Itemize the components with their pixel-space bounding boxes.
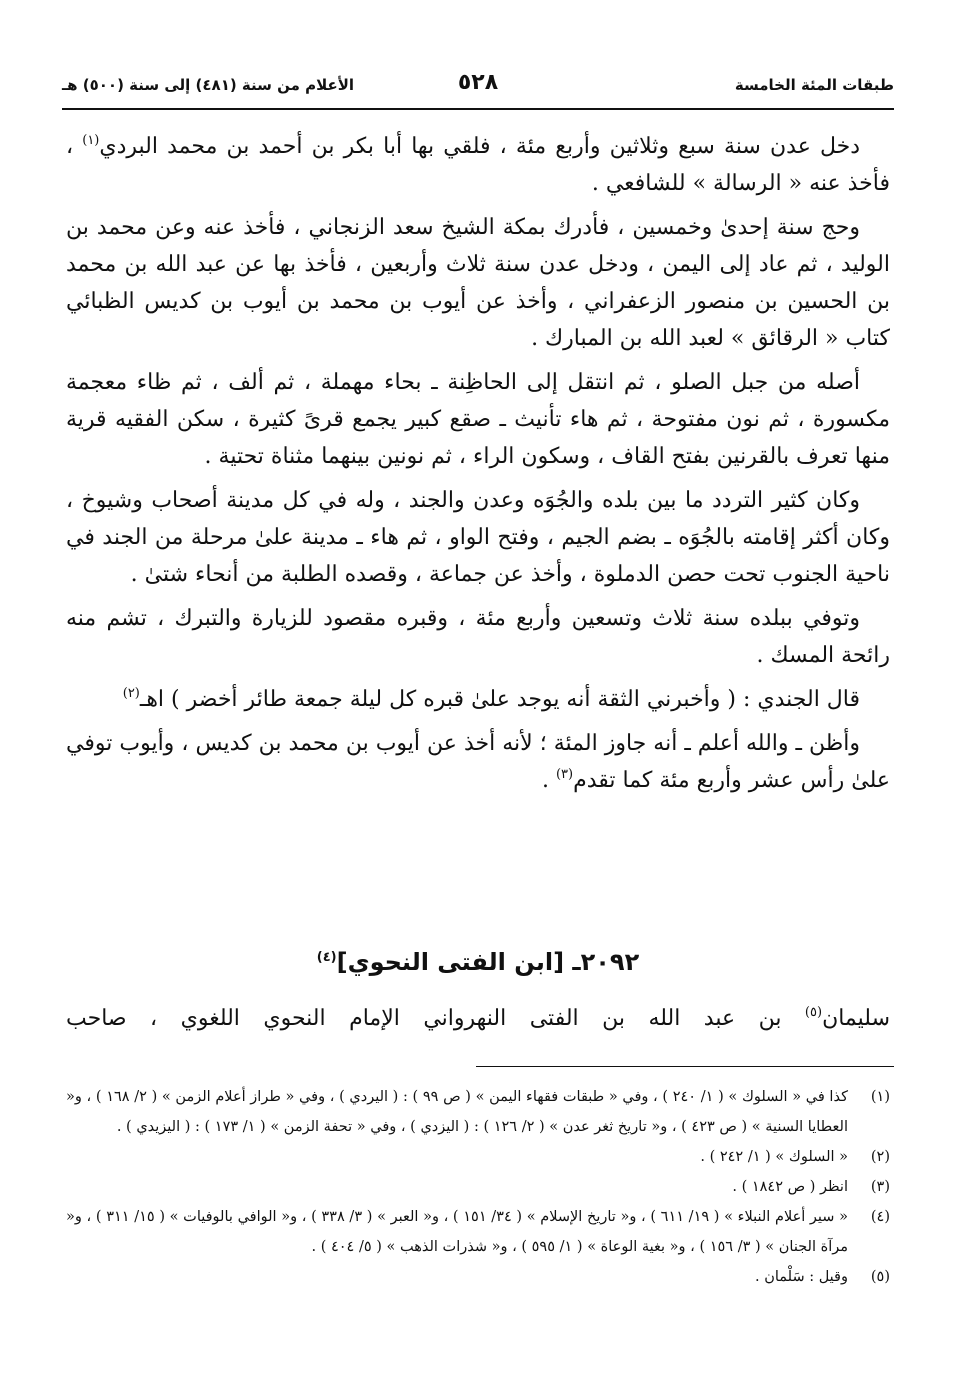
footnote-text: « سير أعلام النبلاء » ( ١٩/ ٦١١ ) ، و« تاريخ الإسلام » ( ٣٤/ ١٥١ ) ، و« العبر » ( ٣/ ٣٣٨ ) ، و« الوافي بالوفيات » ( ١٥/ ٣١١ ) ، و« مرآة الجنان » ( ٣/ ١٥٦ ) ، و« بغية الوعاة » ( ١/ ٥٩٥ ) ، و« شذرات الذهب » ( ٥/ ٤٠٤ ) . [66, 1209, 848, 1255]
entry-heading [66, 948, 890, 976]
main-text [66, 128, 890, 806]
header-rule [62, 108, 894, 110]
footnote [66, 1262, 890, 1292]
footnote-number: (٤) [870, 1209, 890, 1225]
footnote [66, 1142, 890, 1172]
footnote-number: (١) [870, 1089, 890, 1105]
paragraph [66, 600, 890, 674]
entry-name: سليمان [822, 1006, 890, 1031]
paragraph-text: . [541, 768, 556, 793]
paragraph-text: وحج سنة إحدىٰ وخمسين ، فأدرك بمكة الشيخ سعد الزنجاني ، فأخذ عنه وعن محمد بن الوليد ، ثم عاد إلى اليمن ، ودخل عدن سنة ثلاث وأربعين ، فأخذ بها عن عبد الله بن محمد بن الحسين بن منصور الزعفراني ، وأخذ عن أيوب بن محمد بن أيوب بن كديس الظبائي كتاب « الرقائق » لعبد الله بن المبارك . [66, 215, 890, 351]
paragraph-text: دخل عدن سنة سبع وثلاثين وأربع مئة ، فلقي بها أبا بكر بن أحمد بن محمد البردي [99, 134, 861, 159]
entry-first-line [66, 1000, 890, 1037]
footnote [66, 1172, 890, 1202]
footnote-ref: (٥) [804, 1005, 823, 1020]
footnote-text: كذا في « السلوك » ( ١/ ٢٤٠ ) ، وفي « طبقات فقهاء اليمن » ( ص ٩٩ ) : ( اليردي ) ، وفي « طراز أعلام الزمن » ( ٢/ ١٦٨ ) ، و« العطايا السنية » ( ص ٤٢٣ ) ، و« تاريخ ثغر عدن » ( ٢/ ١٢٦ ) : ( اليزدي ) ، وفي « تحفة الزمن » ( ١/ ١٧٣ ) : ( اليزيدي ) . [66, 1089, 848, 1135]
range-title: الأعلام من سنة (٤٨١) إلى سنة (٥٠٠) هـ [62, 76, 355, 94]
footnotes [66, 1082, 890, 1292]
footnote-text: وقيل : سَلْمان . [754, 1269, 848, 1285]
footnote-ref: (٢) [122, 686, 140, 701]
entry-text: بن عبد الله بن الفتى النهرواني الإمام النحوي اللغوي ، صاحب [66, 1006, 805, 1031]
footnote-ref: (١) [82, 133, 100, 148]
paragraph-text: أصله من جبل الصلو ، ثم انتقل إلى الحاظِنة ـ بحاء مهملة ، ثم ألف ، ثم ظاء معجمة مكسورة ، ثم نون مفتوحة ، ثم هاء تأنيث ـ صقع كبير يجمع قرىً كثيرة ، سكن الفقيه قرية منها تعرف بالقرنين بفتح القاف ، وسكون الراء ، ثم نونين بينهما مثناة تحتية . [66, 370, 890, 469]
footnote-rule [476, 1066, 894, 1067]
paragraph-text: وتوفي ببلده سنة ثلاث وتسعين وأربع مئة ، وقبره مقصود للزيارة والتبرك ، تشم منه رائحة المسك . [66, 606, 890, 668]
footnote-ref: (٣) [555, 767, 574, 782]
footnote [66, 1082, 890, 1142]
footnote-text: « السلوك » ( ١/ ٢٤٢ ) . [700, 1149, 848, 1165]
footnote-number: (٢) [870, 1149, 890, 1165]
page-number: ٥٢٨ [457, 70, 499, 95]
entry-title: ٢٠٩٢ـ [ابن الفتى النحوي] [336, 948, 640, 976]
paragraph [66, 364, 890, 475]
paragraph-text: وأظن ـ والله أعلم ـ أنه جاوز المئة ؛ لأنه أخذ عن أيوب بن محمد بن كديس ، وأيوب توفي علىٰ رأس عشر وأربع مئة كما تقدم [66, 731, 890, 793]
footnote-text: انظر ( ص ١٨٤٢ ) . [732, 1179, 848, 1195]
paragraph-text: وكان كثير التردد ما بين بلده والجُوَه وعدن والجند ، وله في كل مدينة أصحاب وشيوخ ، وكان أكثر إقامته بالجُوَه ـ بضم الجيم ، وفتح الواو ، ثم هاء ـ مدينة علىٰ مرحلة من الجند في ناحية الجنوب تحت حصن الدملوة ، وأخذ عن جماعة ، وقصده الطلبة من أنحاء شتىٰ . [66, 488, 890, 587]
footnote [66, 1202, 890, 1262]
section-title: طبقات المئة الخامسة [734, 76, 894, 94]
paragraph [66, 209, 890, 357]
paragraph-text: قال الجندي : ( وأخبرني الثقة أنه يوجد علىٰ قبره كل ليلة جمعة طائر أخضر ) اهـ [139, 687, 860, 712]
footnote-ref: (٤) [316, 950, 337, 965]
running-header [62, 70, 894, 104]
footnote-number: (٥) [870, 1269, 890, 1285]
footnote-number: (٣) [870, 1179, 890, 1195]
paragraph-text: ، فأخذ عنه « الرسالة » للشافعي . [66, 134, 890, 196]
paragraph [66, 482, 890, 593]
paragraph [66, 681, 890, 718]
paragraph [66, 725, 890, 799]
paragraph [66, 128, 890, 202]
